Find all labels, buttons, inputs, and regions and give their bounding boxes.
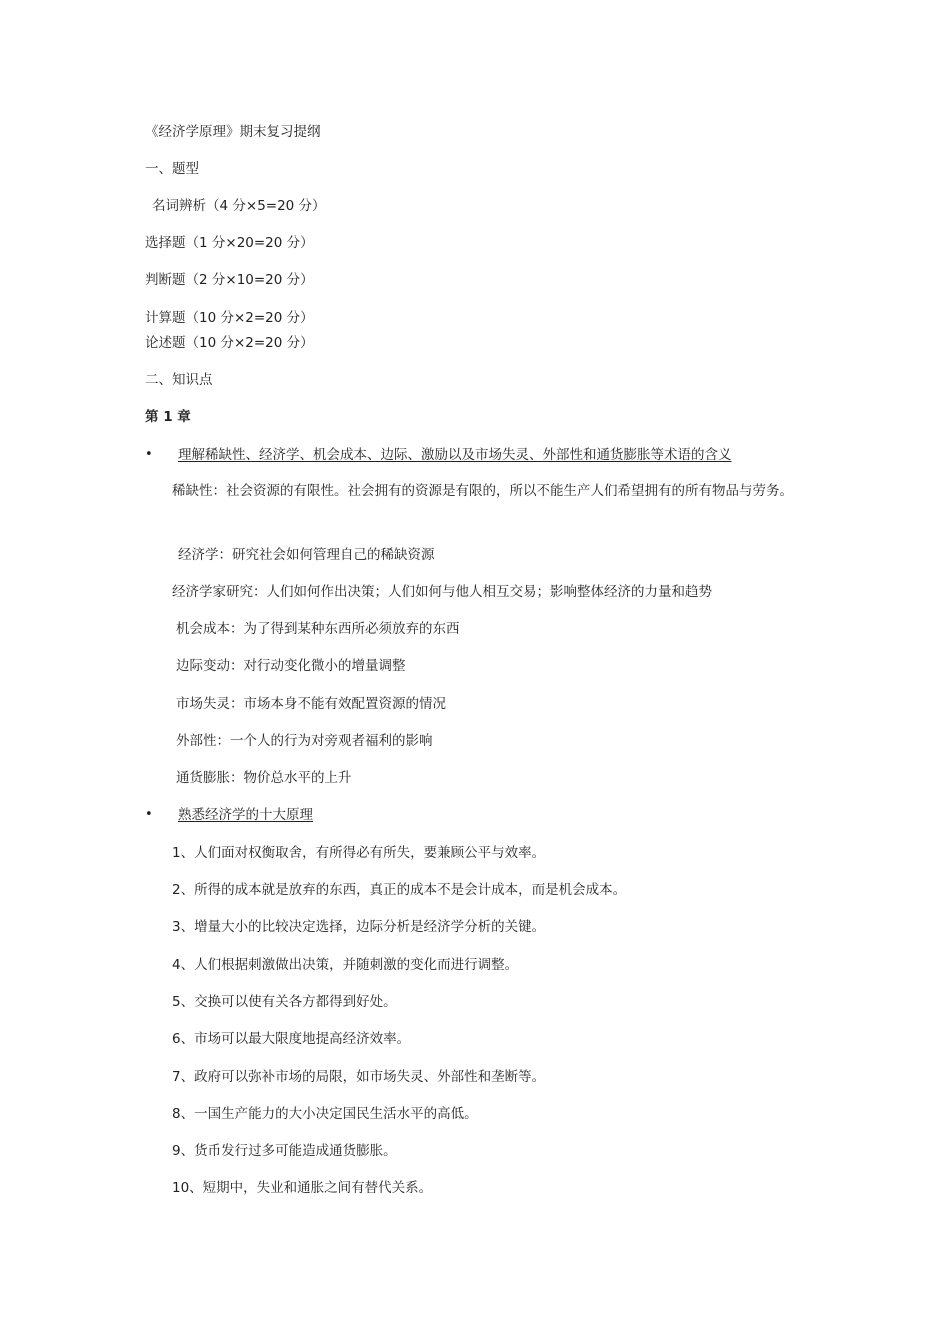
bullet-terms-heading: 理解稀缺性、经济学、机会成本、边际、激励以及市场失灵、外部性和通货膨胀等术语的含义 [178,447,732,463]
bullet-marker: • [145,807,153,822]
principle-item: 6、市场可以最大限度地提高经济效率。 [172,1031,411,1047]
principle-item: 2、所得的成本就是放弃的东西，真正的成本不是会计成本，而是机会成本。 [172,882,627,898]
section-heading-question-types: 一、题型 [145,161,199,177]
bullet-principles-heading: 熟悉经济学的十大原理 [178,807,313,823]
definition-economics: 经济学：研究社会如何管理自己的稀缺资源 [178,547,435,563]
principle-item: 1、人们面对权衡取舍，有所得必有所失，要兼顾公平与效率。 [172,845,546,861]
principle-item: 7、政府可以弥补市场的局限，如市场失灵、外部性和垄断等。 [172,1069,546,1085]
question-type-item: 名词辨析（4 分×5=20 分） [152,198,326,214]
principle-item: 4、人们根据刺激做出决策，并随刺激的变化而进行调整。 [172,957,519,973]
definition-market-failure: 市场失灵：市场本身不能有效配置资源的情况 [176,696,446,712]
question-type-item: 计算题（10 分×2=20 分） [145,310,314,326]
definition-scarcity: 稀缺性：社会资源的有限性。社会拥有的资源是有限的，所以不能生产人们希望拥有的所有物品与劳务。 [172,483,793,499]
principle-item: 10、短期中，失业和通胀之间有替代关系。 [172,1180,433,1196]
principle-item: 3、增量大小的比较决定选择，边际分析是经济学分析的关键。 [172,919,546,935]
principle-item: 8、一国生产能力的大小决定国民生活水平的高低。 [172,1106,478,1122]
bullet-marker: • [145,447,153,462]
question-type-item: 选择题（1 分×20=20 分） [145,235,314,251]
definition-economist-study: 经济学家研究：人们如何作出决策；人们如何与他人相互交易；影响整体经济的力量和趋势 [172,584,712,600]
definition-inflation: 通货膨胀：物价总水平的上升 [176,770,352,786]
chapter-label: 第 1 章 [145,409,191,425]
section-heading-knowledge-points: 二、知识点 [145,372,213,388]
question-type-item: 判断题（2 分×10=20 分） [145,272,314,288]
principle-item: 9、货币发行过多可能造成通货膨胀。 [172,1143,397,1159]
definition-marginal-change: 边际变动：对行动变化微小的增量调整 [176,658,406,674]
document-title: 《经济学原理》期末复习提纲 [145,124,321,140]
definition-externality: 外部性：一个人的行为对旁观者福利的影响 [176,733,433,749]
question-type-item: 论述题（10 分×2=20 分） [145,335,314,351]
principle-item: 5、交换可以使有关各方都得到好处。 [172,994,397,1010]
definition-opportunity-cost: 机会成本：为了得到某种东西所必须放弃的东西 [176,621,460,637]
